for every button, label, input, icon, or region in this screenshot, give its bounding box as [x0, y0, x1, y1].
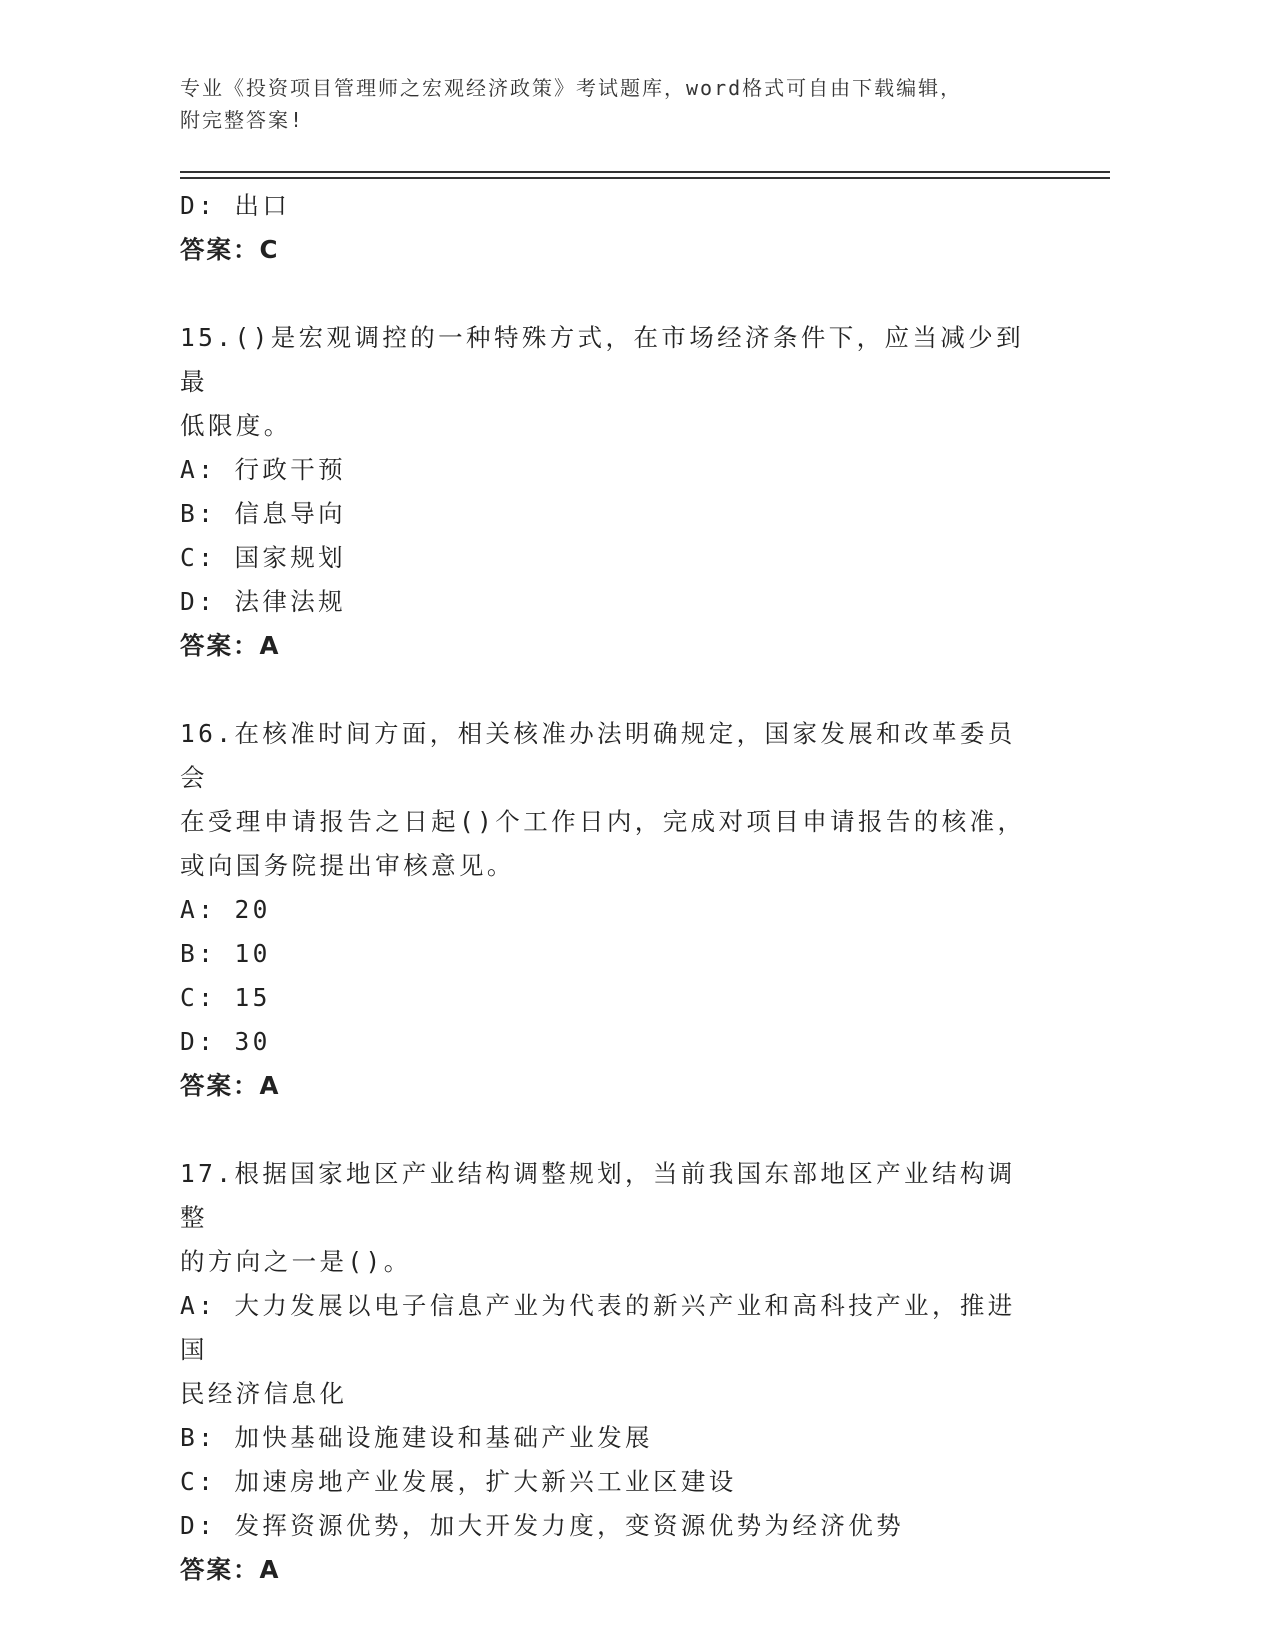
question-17	[180, 1152, 1040, 1592]
option-b: B: 10	[180, 939, 271, 968]
spacer	[180, 1108, 1040, 1152]
answer-line: 答案：A	[180, 631, 281, 660]
option-c: C: 国家规划	[180, 543, 347, 572]
header-divider-top	[180, 171, 1110, 173]
option-a: A: 行政干预	[180, 455, 347, 484]
header-line-1: 专业《投资项目管理师之宏观经济政策》考试题库，word格式可自由下载编辑，	[180, 76, 963, 100]
option-c: C: 15	[180, 983, 271, 1012]
option-c: C: 加速房地产业发展，扩大新兴工业区建设	[180, 1467, 737, 1496]
question-content	[180, 184, 1040, 1592]
question-stem-line: 或向国务院提出审核意见。	[180, 851, 515, 880]
question-stem-line: 的方向之一是()。	[180, 1247, 412, 1276]
answer-line: 答案：A	[180, 1555, 281, 1584]
option-a: A: 20	[180, 895, 271, 924]
spacer	[180, 668, 1040, 712]
document-header	[180, 72, 1110, 136]
question-stem-line: 17.根据国家地区产业结构调整规划，当前我国东部地区产业结构调整	[180, 1159, 1016, 1232]
answer-line: 答案：A	[180, 1071, 281, 1100]
question-stem-line: 在受理申请报告之日起()个工作日内，完成对项目申请报告的核准，	[180, 807, 1026, 836]
option-b: B: 信息导向	[180, 499, 347, 528]
header-divider-bottom	[180, 177, 1110, 179]
question-stem-line: 16.在核准时间方面，相关核准办法明确规定，国家发展和改革委员会	[180, 719, 1016, 792]
option-a: A: 大力发展以电子信息产业为代表的新兴产业和高科技产业，推进国	[180, 1291, 1016, 1364]
header-line-2: 附完整答案!	[180, 108, 305, 132]
spacer	[180, 272, 1040, 316]
question-stem-line: 低限度。	[180, 411, 292, 440]
option-b: B: 加快基础设施建设和基础产业发展	[180, 1423, 653, 1452]
question-16	[180, 712, 1040, 1108]
option-d: D: 发挥资源优势，加大开发力度，变资源优势为经济优势	[180, 1511, 905, 1540]
q14-answer: 答案：C	[180, 235, 280, 264]
option-d: D: 30	[180, 1027, 271, 1056]
question-15	[180, 316, 1040, 668]
question-stem-line: 15.()是宏观调控的一种特殊方式，在市场经济条件下，应当减少到最	[180, 323, 1025, 396]
option-d: D: 法律法规	[180, 587, 347, 616]
q14-option-d: D: 出口	[180, 191, 291, 220]
option-a-continuation: 民经济信息化	[180, 1379, 348, 1408]
